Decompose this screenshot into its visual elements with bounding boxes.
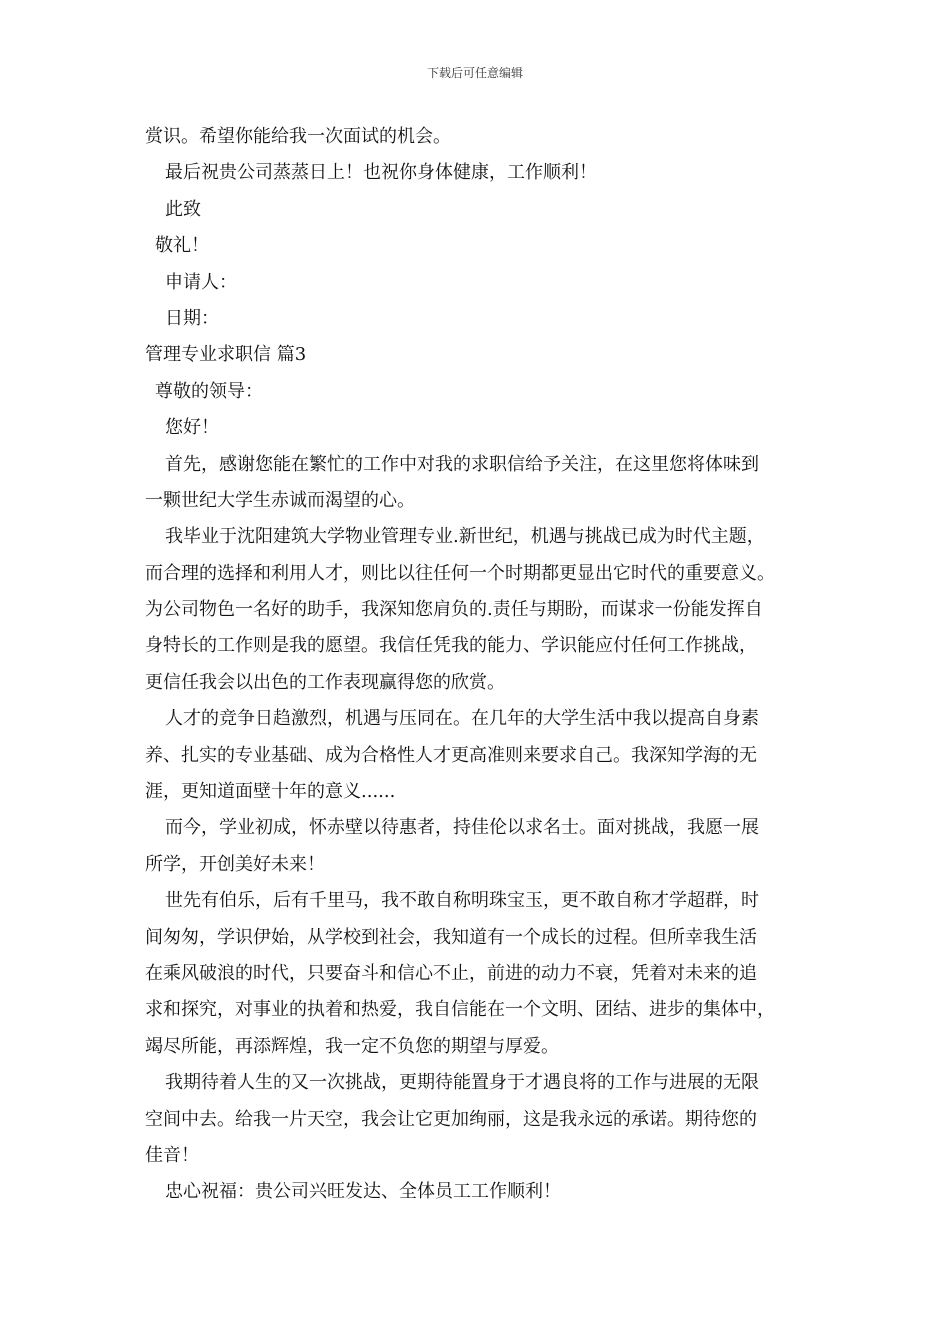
text-line: 竭尽所能，再添辉煌，我一定不负您的期望与厚爱。 <box>145 1035 559 1057</box>
text-line: 而合理的选择和利用人才，则比以往任何一个时期都更显出它时代的重要意义。 <box>145 562 775 584</box>
text-line: 为公司物色一名好的助手，我深知您肩负的.责任与期盼，而谋求一份能发挥自 <box>145 599 763 621</box>
document-body <box>145 119 825 1211</box>
text-line: 忠心祝福：贵公司兴旺发达、全体员工工作顺利！ <box>165 1181 561 1203</box>
text-line: 间匆匆，学识伊始，从学校到社会，我知道有一个成长的过程。但所幸我生活 <box>145 926 757 948</box>
text-line: 我毕业于沈阳建筑大学物业管理专业.新世纪，机遇与挑战已成为时代主题， <box>165 526 765 548</box>
text-line: 日期： <box>165 307 219 329</box>
text-line: 此致 <box>165 198 201 220</box>
text-line: 养、扎实的专业基础、成为合格性人才更高准则来要求自己。我深知学海的无 <box>145 744 757 766</box>
text-line: 申请人： <box>165 271 237 293</box>
text-line: 您好！ <box>165 417 219 439</box>
text-line: 涯，更知道面壁十年的意义...... <box>145 781 396 803</box>
text-line: 在乘风破浪的时代，只要奋斗和信心不止，前进的动力不衰，凭着对未来的追 <box>145 962 757 984</box>
page-header: 下载后可任意编辑 <box>426 66 523 80</box>
text-line: 所学，开创美好未来！ <box>145 853 325 875</box>
text-line: 更信任我会以出色的工作表现赢得您的欣赏。 <box>145 671 505 693</box>
text-line: 一颗世纪大学生赤诚而渴望的心。 <box>145 489 415 511</box>
section-heading: 管理专业求职信 篇3 <box>145 344 307 366</box>
text-line: 尊敬的领导： <box>155 380 263 402</box>
text-line: 敬礼！ <box>155 235 209 257</box>
text-line: 人才的竞争日趋激烈，机遇与压同在。在几年的大学生活中我以提高自身素 <box>165 708 759 730</box>
text-line: 我期待着人生的又一次挑战，更期待能置身于才遇良将的工作与进展的无限 <box>165 1072 759 1094</box>
text-line: 首先，感谢您能在繁忙的工作中对我的求职信给予关注，在这里您将体味到 <box>165 453 759 475</box>
text-line: 而今，学业初成，怀赤壁以待惠者，持佳伦以求名士。面对挑战，我愿一展 <box>165 817 759 839</box>
text-line: 求和探究，对事业的执着和热爱，我自信能在一个文明、团结、进步的集体中， <box>145 999 775 1021</box>
text-line: 佳音！ <box>145 1144 199 1166</box>
text-line: 赏识。希望你能给我一次面试的机会。 <box>145 126 451 147</box>
text-line: 世先有伯乐，后有千里马，我不敢自称明珠宝玉，更不敢自称才学超群，时 <box>165 890 759 912</box>
text-line: 最后祝贵公司蒸蒸日上！也祝你身体健康，工作顺利！ <box>165 162 597 184</box>
text-line: 空间中去。给我一片天空，我会让它更加绚丽，这是我永远的承诺。期待您的 <box>145 1108 757 1130</box>
text-line: 身特长的工作则是我的愿望。我信任凭我的能力、学识能应付任何工作挑战， <box>145 635 757 657</box>
